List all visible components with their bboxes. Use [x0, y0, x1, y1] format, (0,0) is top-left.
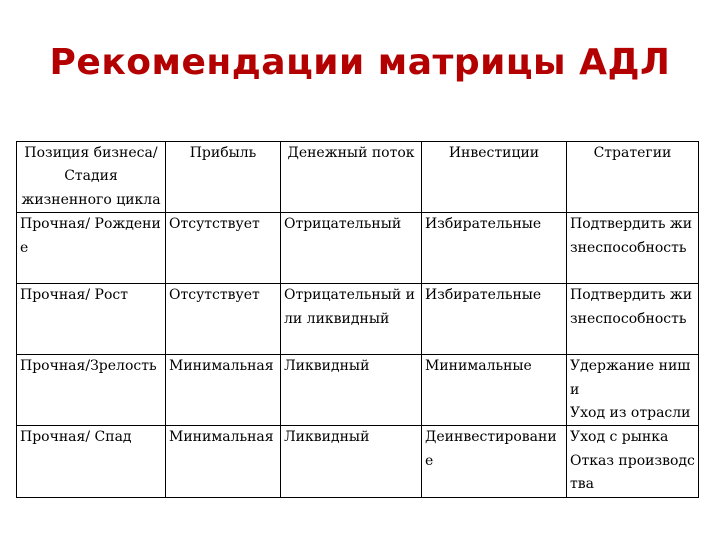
cell-position: Прочная/ Рождение: [17, 213, 166, 284]
cell-position: Прочная/Зрелость: [17, 355, 166, 426]
cell-profit: Отсутствует: [166, 284, 281, 355]
table-header-row: [17, 142, 699, 213]
slide-title: Рекомендации матрицы АДЛ: [49, 42, 671, 83]
header-investment: Инвестиции: [422, 142, 567, 213]
cell-cash-flow: Ликвидный: [281, 355, 422, 426]
cell-cash-flow: Ликвидный: [281, 426, 422, 497]
cell-investment: Избирательные: [422, 213, 567, 284]
adl-matrix-table: [16, 141, 699, 498]
header-strategy: Стратегии: [567, 142, 699, 213]
cell-strategy: [567, 355, 699, 426]
cell-investment: Избирательные: [422, 284, 567, 355]
cell-strategy: Подтвердить жизнеспособность: [567, 284, 699, 355]
strategy-line: Уход из отрасли: [570, 405, 691, 422]
table-row: [17, 355, 699, 426]
header-position: Позиция бизнеса/Стадия жизненного цикла: [17, 142, 166, 213]
strategy-line: Удержание ниши: [570, 358, 691, 398]
cell-strategy: Подтвердить жизнеспособность: [567, 213, 699, 284]
cell-position: Прочная/ Рост: [17, 284, 166, 355]
cell-cash-flow: Отрицательный или ликвидный: [281, 284, 422, 355]
cell-strategy: [567, 426, 699, 497]
strategy-line: Отказ производства: [570, 452, 695, 493]
cell-position: Прочная/ Спад: [17, 426, 166, 497]
cell-profit: Отсутствует: [166, 213, 281, 284]
strategy-line: Уход с рынка: [570, 429, 669, 446]
cell-cash-flow: Отрицательный: [281, 213, 422, 284]
table-row: [17, 284, 699, 355]
header-cash-flow: Денежный поток: [281, 142, 422, 213]
cell-investment: Деинвестирование: [422, 426, 567, 497]
cell-profit: Минимальная: [166, 426, 281, 497]
cell-profit: Минимальная: [166, 355, 281, 426]
cell-investment: Минимальные: [422, 355, 567, 426]
table-row: [17, 426, 699, 497]
table-row: [17, 213, 699, 284]
header-profit: Прибыль: [166, 142, 281, 213]
